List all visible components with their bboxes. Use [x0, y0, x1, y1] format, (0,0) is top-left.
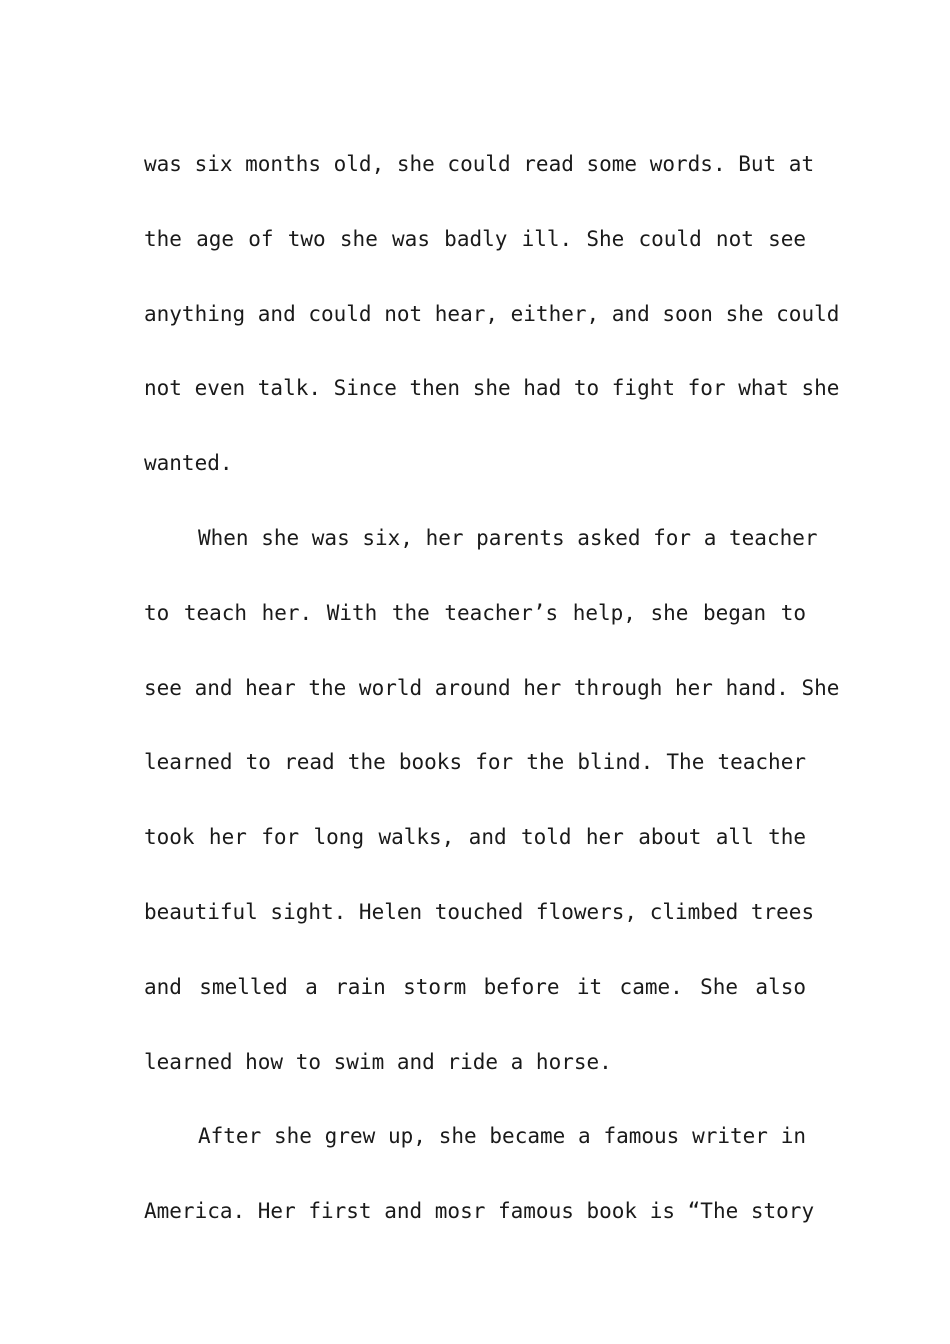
body-text	[144, 127, 840, 1249]
text-line: anything and could not hear, either, and soon she could	[144, 301, 840, 326]
paragraph-start-line: After she grew up, she became a famous writer in	[198, 1124, 806, 1149]
text-line: and smelled a rain storm before it came. She also	[144, 974, 806, 999]
text-line: not even talk. Since then she had to fight for what she	[144, 376, 840, 401]
text-line: see and hear the world around her through her hand. She	[144, 675, 840, 700]
text-line: the age of two she was badly ill. She could not see	[144, 226, 806, 251]
text-line: took her for long walks, and told her about all the	[144, 825, 806, 850]
text-line: beautiful sight. Helen touched flowers, climbed trees	[144, 899, 815, 924]
text-line: was six months old, she could read some words. But at	[144, 152, 815, 176]
text-line: America. Her first and mosr famous book is “The story	[144, 1199, 815, 1224]
text-line: wanted.	[144, 451, 233, 476]
text-line: learned to read the books for the blind. The teacher	[144, 750, 806, 775]
paragraph-start-line: When she was six, her parents asked for a teacher	[198, 525, 818, 550]
text-line: to teach her. With the teacher’s help, she began to	[144, 600, 806, 625]
text-line: learned how to swim and ride a horse.	[144, 1049, 612, 1074]
